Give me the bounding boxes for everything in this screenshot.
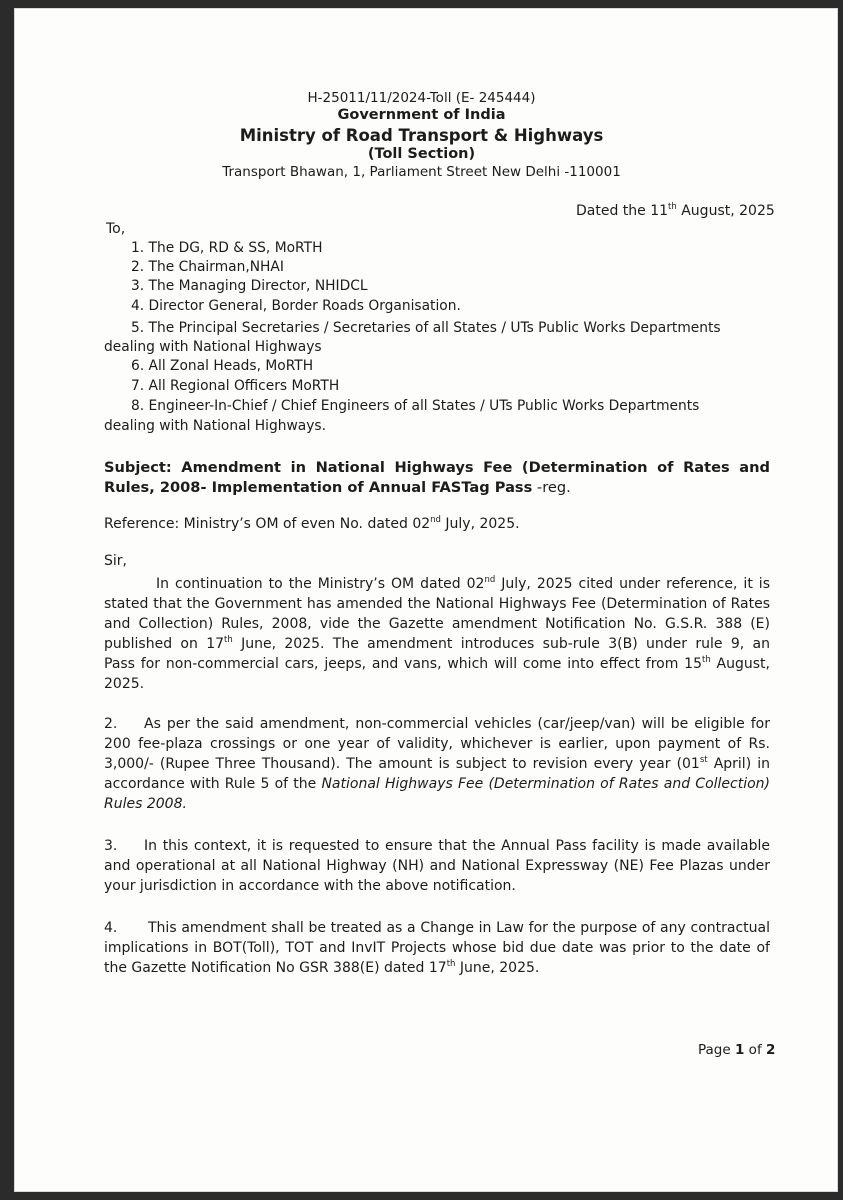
date-line: Dated the 11th August, 2025 bbox=[576, 202, 775, 219]
paragraph-2-number: 2. bbox=[104, 716, 118, 732]
recipient-3: 3. The Managing Director, NHIDCL bbox=[131, 278, 368, 294]
recipient-4: 4. Director General, Border Roads Organisation. bbox=[131, 298, 461, 314]
recipient-2: 2. The Chairman,NHAI bbox=[131, 259, 284, 275]
recipient-8-cont: dealing with National Highways. bbox=[104, 418, 326, 434]
section-title: (Toll Section) bbox=[367, 146, 476, 162]
reference: Reference: Ministry’s OM of even No. dated 02nd July, 2025. bbox=[104, 515, 520, 532]
recipient-5: 5. The Principal Secretaries / Secretaries of all States / UTs Public Works Departments bbox=[131, 320, 721, 336]
recipient-6: 6. All Zonal Heads, MoRTH bbox=[131, 358, 314, 374]
address: Transport Bhawan, 1, Parliament Street New Delhi -110001 bbox=[222, 164, 621, 180]
page-number: Page 1 of 2 bbox=[698, 1042, 776, 1058]
recipient-8: 8. Engineer-In-Chief / Chief Engineers of all States / UTs Public Works Departments bbox=[131, 398, 700, 414]
recipient-1: 1. The DG, RD & SS, MoRTH bbox=[131, 240, 323, 256]
paragraph-4: 4. This amendment shall be treated as a Change in Law for the purpose of any contractual implications in BOT(Toll), TOT and InvIT Projects whose bid due date was prior to the date of the Gazette Notification No GSR 388(E) dated 17th June, 2025. bbox=[104, 920, 770, 976]
file-number: H-25011/11/2024-Toll (E- 245444) bbox=[307, 90, 536, 106]
recipient-5-cont: dealing with National Highways bbox=[104, 339, 322, 355]
ministry-title: Ministry of Road Transport & Highways bbox=[239, 126, 604, 145]
recipient-7: 7. All Regional Officers MoRTH bbox=[131, 378, 340, 394]
paragraph-4-number: 4. bbox=[104, 920, 118, 936]
government-title: Government of India bbox=[337, 107, 506, 123]
to-label: To, bbox=[106, 221, 126, 237]
paragraph-3-number: 3. bbox=[104, 838, 118, 854]
paragraph-3: 3. In this context, it is requested to ensure that the Annual Pass facility is made available and operational at all National Highway (NH) and National Expressway (NE) Fee Plazas under your jurisdiction in accordance with the above notification. bbox=[104, 838, 770, 894]
subject: Subject: Amendment in National Highways Fee (Determination of Rates and Rules, 2008- Implementation of Annual FASTag Pass -reg. bbox=[104, 459, 770, 496]
paragraph-2: 2. As per the said amendment, non-commercial vehicles (car/jeep/van) will be eligible for 200 fee-plaza crossings or one year of validity, whichever is earlier, upon payment of Rs. 3,000/- (Rupee Three Thousand). The amount is subject to revision every year (01st April) in accordance with Rule 5 of the National Highways Fee (Determination of Rates and Collection) Rules 2008. bbox=[104, 716, 770, 812]
salutation: Sir, bbox=[104, 553, 127, 569]
paragraph-1: In continuation to the Ministry’s OM dated 02nd July, 2025 cited under reference, it is stated that the Government has amended the National Highways Fee (Determination of Rates and Collection) Rules, 2008, vide the Gazette amendment Notification No. G.S.R. 388 (E) published on 17th June, 2025. The amendment introduces sub-rule 3(B) under rule 9, an Pass for non-commercial cars, jeeps, and vans, which will come into effect from 15th August, 2025. bbox=[104, 575, 770, 692]
